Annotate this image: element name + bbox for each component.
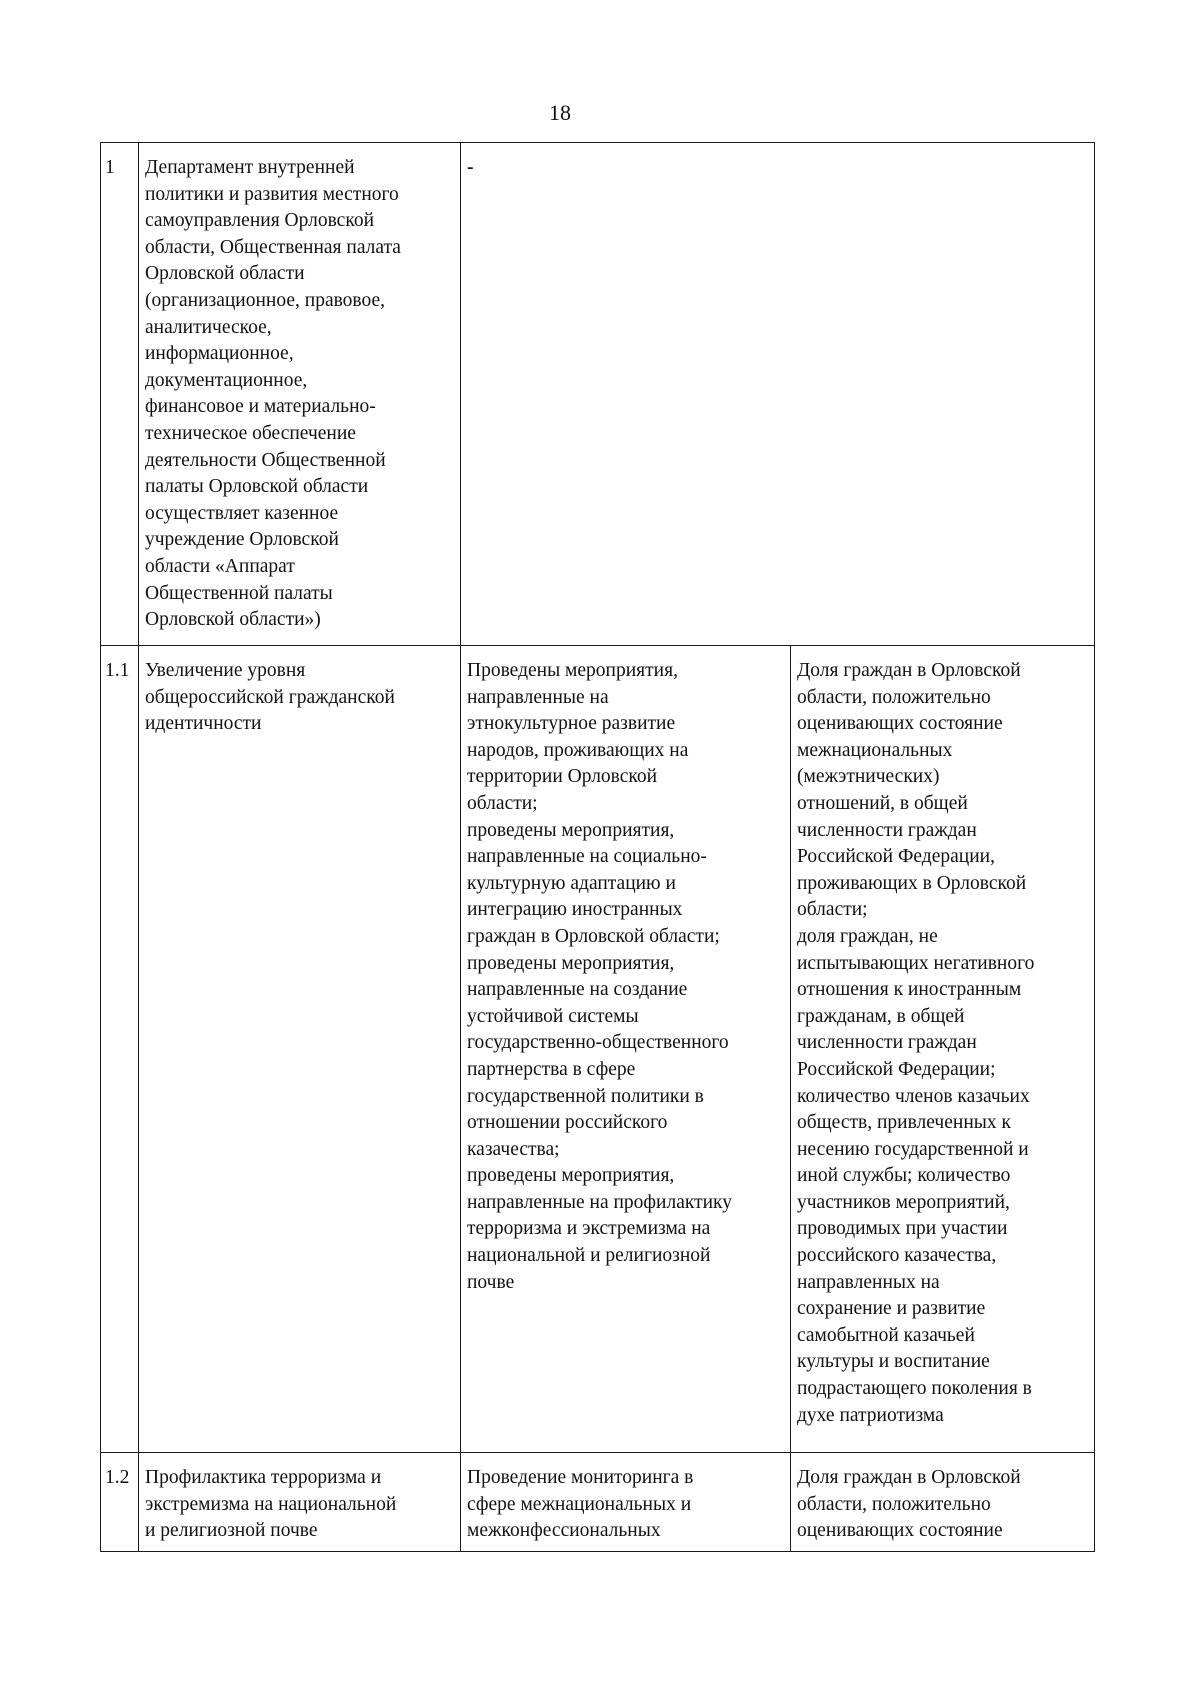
- text-line: проживающих в Орловской: [797, 872, 1027, 894]
- text-line: Орловской области: [145, 263, 305, 285]
- indicator-cell: [791, 646, 1095, 1453]
- text-line: общероссийской гражданской: [145, 686, 395, 708]
- text-line: отношения к иностранным: [797, 979, 1022, 1001]
- text-line: самоуправления Орловской: [145, 210, 375, 232]
- text-line: проведены мероприятия,: [467, 819, 675, 841]
- empty-merged-cell: [461, 143, 1095, 646]
- text-line: информационное,: [145, 343, 294, 365]
- text-line: испытывающих негативного: [797, 952, 1035, 974]
- text-line: оценивающих состояние: [797, 713, 1003, 735]
- text-line: граждан в Орловской области;: [467, 925, 720, 947]
- text-line: направленные на: [467, 686, 609, 708]
- result-cell: [461, 1453, 791, 1552]
- text-line: государственно-общественного: [467, 1032, 729, 1054]
- text-line: проводимых при участии: [797, 1218, 1008, 1240]
- document-table: [100, 142, 1095, 1552]
- result-cell: [461, 646, 791, 1453]
- text-line: области;: [797, 899, 868, 921]
- text-line: численности граждан: [797, 1032, 977, 1054]
- text-line: подрастающего поколения в: [797, 1378, 1032, 1400]
- task-cell: [139, 1453, 461, 1552]
- text-line: партнерства в сфере: [467, 1058, 636, 1080]
- text-line: (организационное, правовое,: [145, 289, 386, 311]
- text-line: Проведение мониторинга в: [467, 1467, 694, 1488]
- text-line: культурную адаптацию и: [467, 872, 676, 894]
- text-line: Российской Федерации;: [797, 1058, 996, 1080]
- text-line: участников мероприятий,: [797, 1191, 1010, 1213]
- text-line: Доля граждан в Орловской: [797, 660, 1021, 681]
- text-line: самобытной казачьей: [797, 1324, 975, 1346]
- text-line: направленные на создание: [467, 979, 688, 1001]
- text-line: терроризма и экстремизма на: [467, 1218, 711, 1240]
- text-line: казачества;: [467, 1138, 560, 1160]
- text-line: проведены мероприятия,: [467, 952, 675, 974]
- text-line: интеграцию иностранных: [467, 899, 683, 921]
- text-line: национальной и религиозной: [467, 1245, 711, 1267]
- text-line: и религиозной почве: [145, 1520, 318, 1542]
- text-line: деятельности Общественной: [145, 449, 386, 471]
- table-row: [101, 1453, 1095, 1552]
- text-line: направленных на: [797, 1271, 940, 1293]
- row-number: 1.2: [101, 1453, 139, 1552]
- text-line: почве: [467, 1271, 515, 1293]
- page-number: 18: [549, 100, 571, 125]
- text-line: оценивающих состояние: [797, 1520, 1003, 1542]
- text-line: отношений, в общей: [797, 792, 968, 814]
- text-line: области;: [467, 792, 538, 814]
- text-line: документационное,: [145, 369, 308, 391]
- row-number: 1: [101, 143, 139, 646]
- text-line: сфере межнациональных и: [467, 1493, 692, 1515]
- text-line: несению государственной и: [797, 1138, 1029, 1160]
- text-line: проведены мероприятия,: [467, 1165, 675, 1187]
- text-line: межнациональных: [797, 739, 953, 761]
- text-line: -: [467, 157, 474, 178]
- text-line: направленные на социально-: [467, 846, 707, 868]
- section-title-cell: [139, 143, 461, 646]
- text-line: политики и развития местного: [145, 183, 399, 205]
- text-line: техническое обеспечение: [145, 422, 356, 444]
- row-number: 1.1: [101, 646, 139, 1453]
- table-row: [101, 646, 1095, 1453]
- text-line: этнокультурное развитие: [467, 713, 676, 735]
- text-line: Департамент внутренней: [145, 157, 355, 178]
- text-line: Российской Федерации,: [797, 846, 995, 868]
- table-row: [101, 143, 1095, 646]
- text-line: межконфессиональных: [467, 1520, 661, 1542]
- text-line: численности граждан: [797, 819, 977, 841]
- text-line: Проведены мероприятия,: [467, 660, 678, 681]
- text-line: учреждение Орловской: [145, 529, 339, 551]
- indicator-cell: [791, 1453, 1095, 1552]
- text-line: Общественной палаты: [145, 582, 333, 604]
- text-line: Орловской области»): [145, 609, 321, 631]
- text-line: осуществляет казенное: [145, 502, 339, 524]
- text-line: области, положительно: [797, 1493, 991, 1515]
- text-line: народов, проживающих на: [467, 739, 689, 761]
- text-line: идентичности: [145, 713, 262, 735]
- text-line: Доля граждан в Орловской: [797, 1467, 1021, 1488]
- text-line: палаты Орловской области: [145, 476, 369, 498]
- text-line: отношении российского: [467, 1112, 668, 1134]
- text-line: гражданам, в общей: [797, 1005, 965, 1027]
- text-line: экстремизма на национальной: [145, 1493, 397, 1515]
- text-line: Профилактика терроризма и: [145, 1467, 382, 1488]
- text-line: государственной политики в: [467, 1085, 704, 1107]
- text-line: культуры и воспитание: [797, 1351, 990, 1373]
- text-line: (межэтнических): [797, 766, 940, 788]
- task-cell: [139, 646, 461, 1453]
- text-line: российского казачества,: [797, 1245, 997, 1267]
- text-line: духе патриотизма: [797, 1404, 944, 1426]
- text-line: финансовое и материально-: [145, 396, 376, 418]
- text-line: области «Аппарат: [145, 555, 295, 577]
- text-line: области, положительно: [797, 686, 991, 708]
- text-line: Увеличение уровня: [145, 660, 306, 681]
- text-line: обществ, привлеченных к: [797, 1112, 1011, 1134]
- text-line: направленные на профилактику: [467, 1191, 732, 1213]
- text-line: доля граждан, не: [797, 925, 938, 947]
- text-line: количество членов казачьих: [797, 1085, 1030, 1107]
- text-line: сохранение и развитие: [797, 1298, 986, 1320]
- text-line: территории Орловской: [467, 766, 658, 788]
- text-line: иной службы; количество: [797, 1165, 1011, 1187]
- text-line: устойчивой системы: [467, 1005, 639, 1027]
- text-line: области, Общественная палата: [145, 236, 401, 258]
- text-line: аналитическое,: [145, 316, 272, 338]
